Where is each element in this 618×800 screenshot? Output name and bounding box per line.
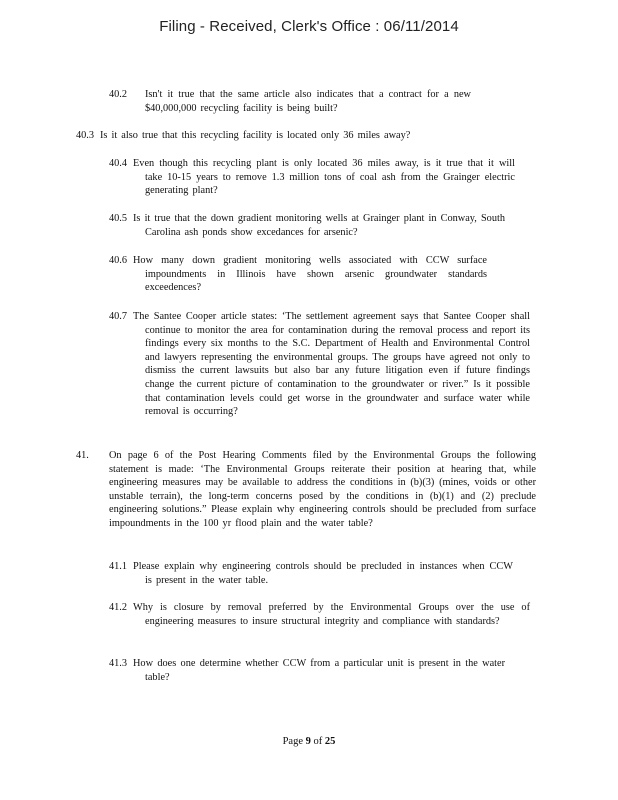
page-total: 25 xyxy=(324,736,336,747)
question-40-3 xyxy=(76,129,476,143)
question-number: 41. xyxy=(76,450,89,461)
filing-stamp-header: Filing - Received, Clerk's Office : 06/11/2014 xyxy=(159,18,459,35)
question-number: 40.2 xyxy=(109,89,128,100)
question-number: 40.5 xyxy=(109,213,128,224)
question-text: Is it also true that this recycling facility is located only 36 miles away? xyxy=(100,130,411,141)
question-text: Is it true that the down gradient monitoring wells at Grainger plant in Conway, South Carolina ash ponds show excedances for arsenic? xyxy=(133,213,505,238)
question-40-4 xyxy=(109,157,515,198)
question-text: Even though this recycling plant is only located 36 miles away, is it true that it will take 10-15 years to remove 1.3 million tons of coal ash from the Grainger electric generating plant? xyxy=(133,158,515,197)
question-40-6 xyxy=(109,254,487,295)
question-text: The Santee Cooper article states: ‘The settlement agreement says that Santee Cooper shall continue to monitor the area for contamination during the removal process and report its findings every six months to the S.C. Department of Health and Environmental Control and lawyers representing the environmental groups. The groups have agreed not only to dismiss the current lawsuits but also bar any future litigation even if future findings change the current picture of contamination to the groundwater or river.” Is it possible that contamination levels could get worse in the groundwater and surface water while removal is occurring? xyxy=(133,311,530,418)
question-41-2 xyxy=(109,601,530,628)
question-number: 40.3 xyxy=(76,130,95,141)
question-40-7 xyxy=(109,310,530,419)
question-text: Why is closure by removal preferred by the Environmental Groups over the use of engineering measures to insure structural integrity and compliance with standards? xyxy=(133,602,530,627)
page-number: 9 xyxy=(305,736,311,747)
question-41-1 xyxy=(109,560,513,587)
question-40-2 xyxy=(109,88,471,115)
question-number: 40.4 xyxy=(109,158,128,169)
question-number: 41.1 xyxy=(109,561,128,572)
question-number: 41.2 xyxy=(109,602,128,613)
page-word: Page xyxy=(282,736,304,747)
question-text: Isn't it true that the same article also indicates that a contract for a new $40,000,000 recycling facility is being built? xyxy=(145,89,471,114)
question-41-3 xyxy=(109,657,505,684)
question-41 xyxy=(76,449,536,531)
question-text: On page 6 of the Post Hearing Comments filed by the Environmental Groups the following statement is made: ‘The Environmental Groups reiterate their position at hearing that, while engineering measures may be available to address the conditions in (b)(3) (mines, voids or other unstable terrain), the long-term concerns posed by the conditions in (b)(1) and (2) preclude engineering solutions.” Please explain why engineering controls should be precluded from surface impoundments in the 100 yr flood plain and the water table? xyxy=(109,450,536,529)
of-word: of xyxy=(313,736,323,747)
question-number: 41.3 xyxy=(109,658,128,669)
question-text: Please explain why engineering controls should be precluded in instances when CCW is present in the water table. xyxy=(133,561,513,586)
question-text: How many down gradient monitoring wells associated with CCW surface impoundments in Illinois have shown arsenic groundwater standards exceedences? xyxy=(133,255,487,294)
question-40-5 xyxy=(109,212,505,239)
page-footer xyxy=(0,736,618,747)
question-number: 40.7 xyxy=(109,311,128,322)
question-number: 40.6 xyxy=(109,255,128,266)
question-text: How does one determine whether CCW from a particular unit is present in the water table? xyxy=(133,658,505,683)
